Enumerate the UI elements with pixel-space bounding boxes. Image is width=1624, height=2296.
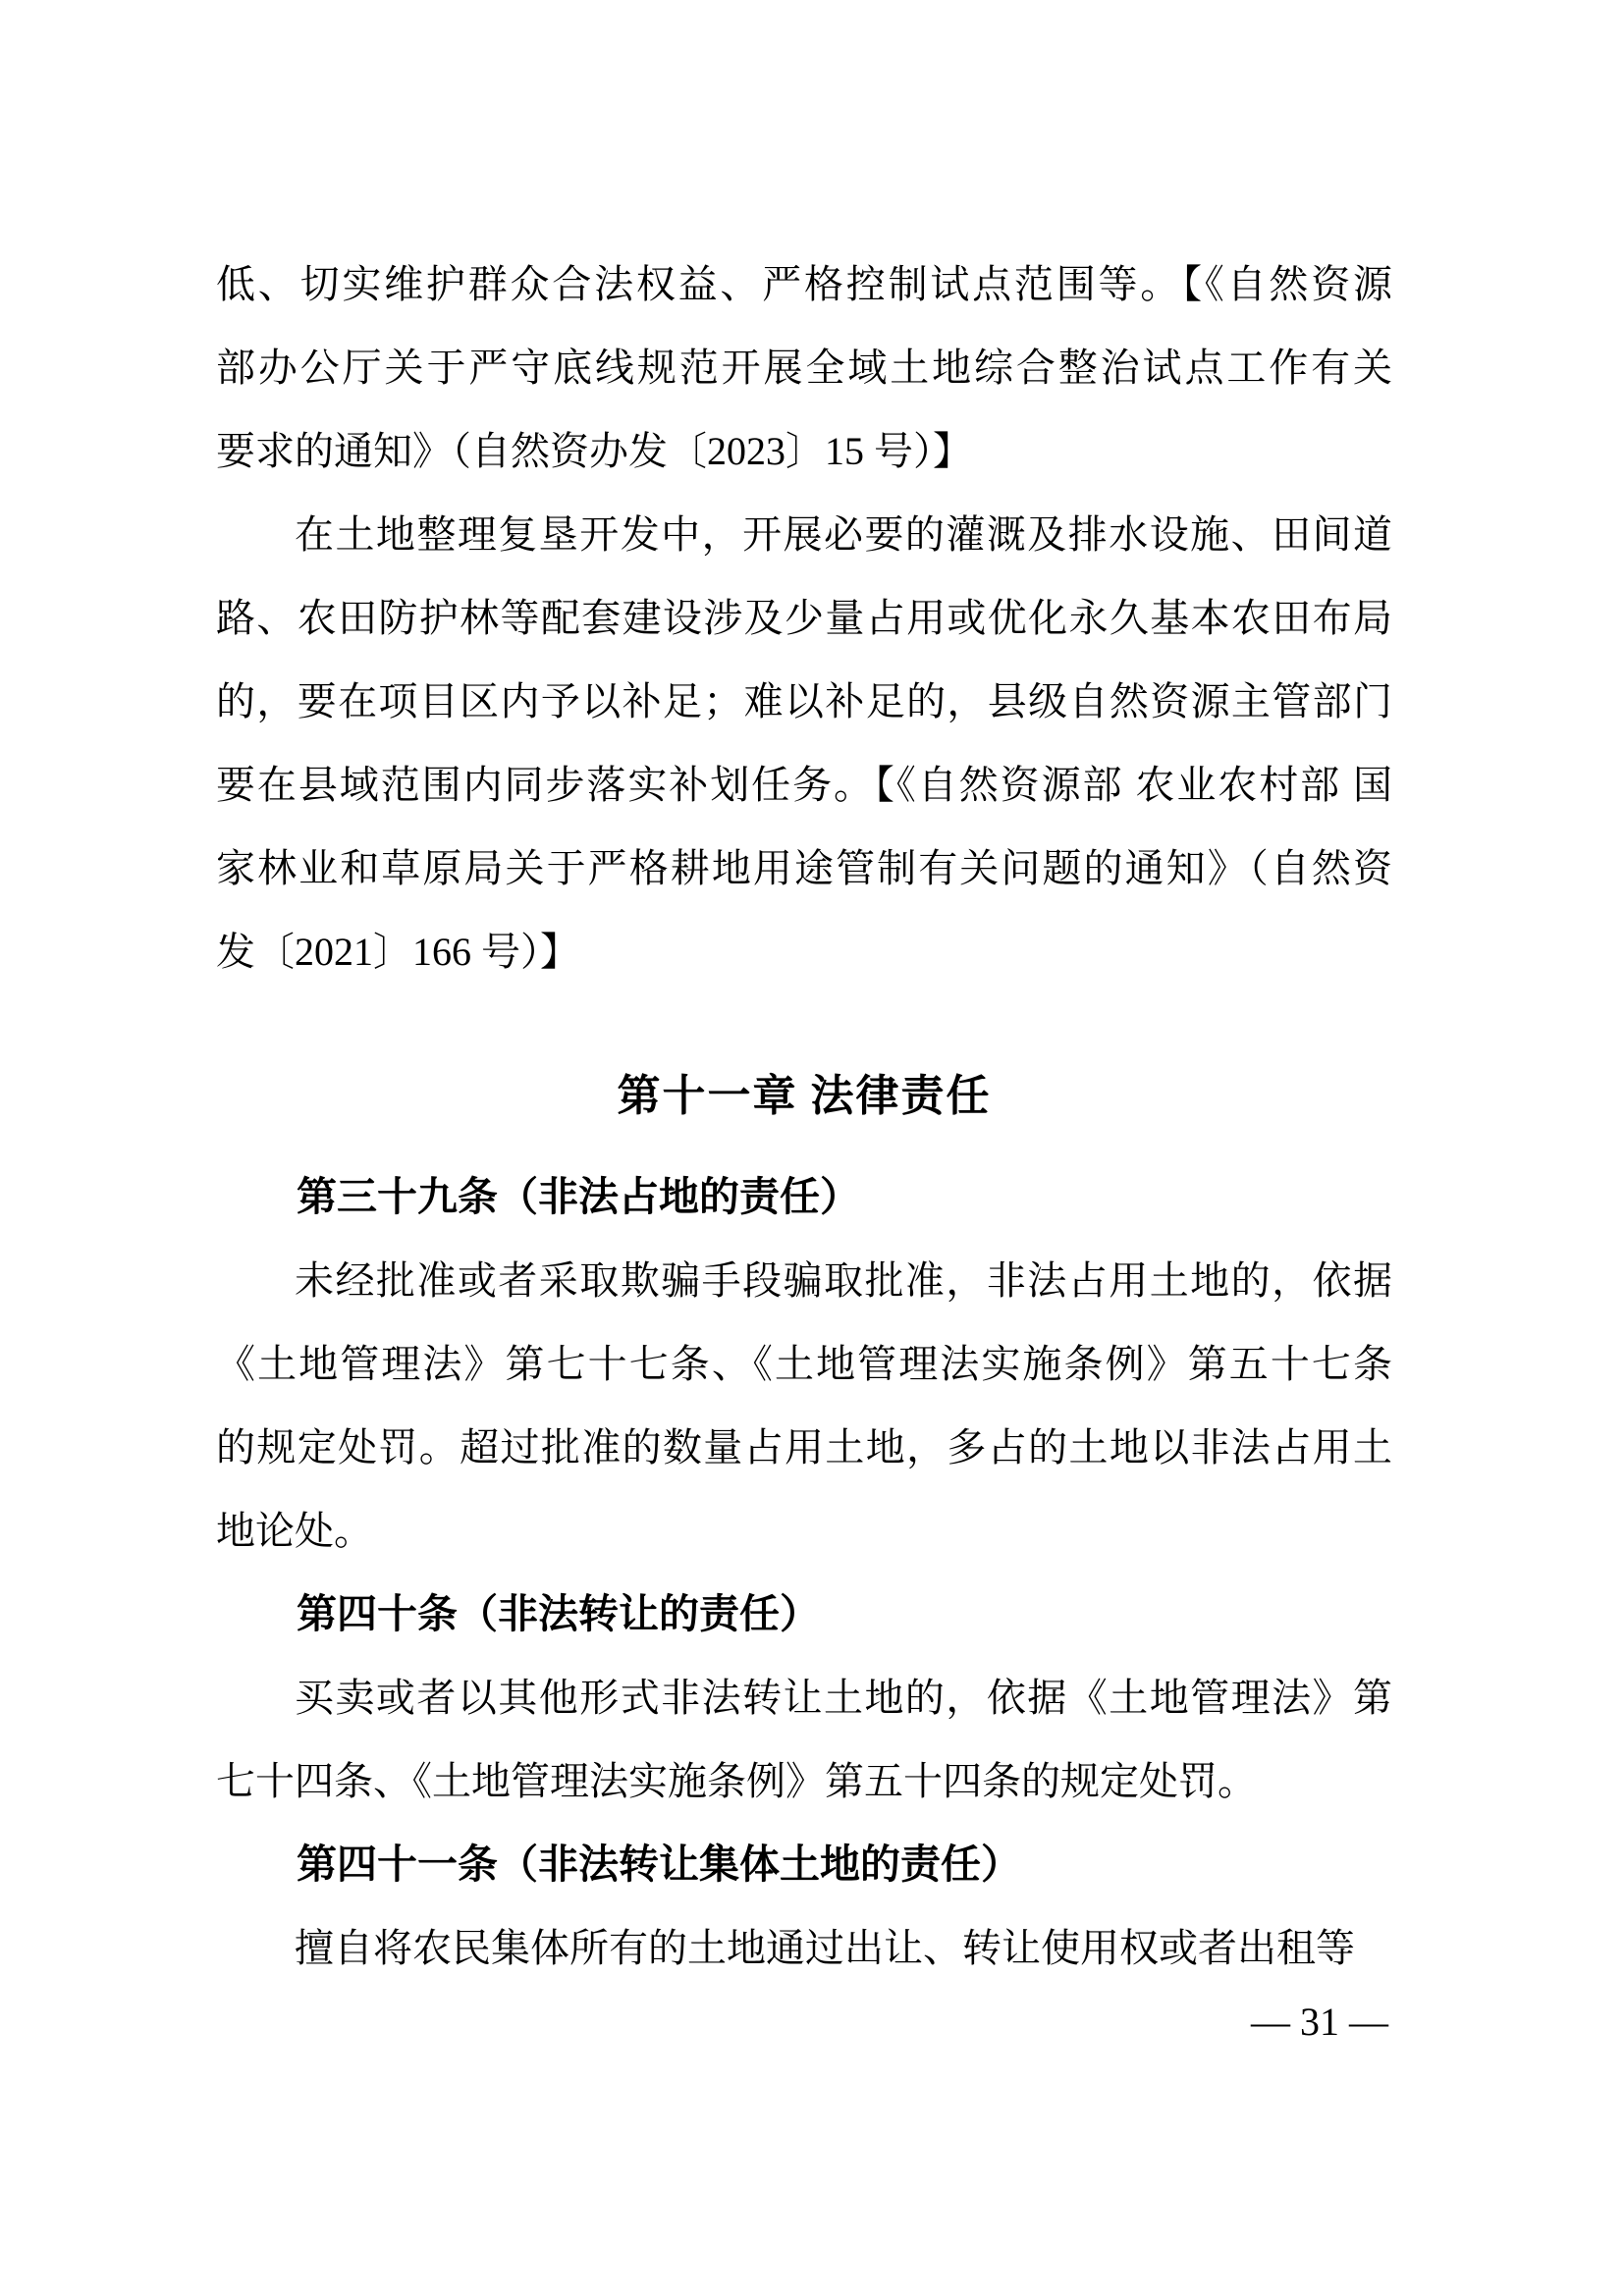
page-number: — 31 — bbox=[1251, 2000, 1388, 2044]
paragraph-line: 的规定处罚。超过批准的数量占用土地，多占的土地以非法占用土 bbox=[216, 1425, 1392, 1469]
paragraph-line: 要在县域范围内同步落实补划任务。【《自然资源部 农业农村部 国 bbox=[216, 763, 1392, 807]
document-content bbox=[216, 242, 1392, 1990]
paragraph-line: 路、农田防护林等配套建设涉及少量占用或优化永久基本农田布局 bbox=[216, 596, 1392, 640]
paragraph-line: 在土地整理复垦开发中，开展必要的灌溉及排水设施、田间道 bbox=[295, 512, 1392, 557]
article-39-heading: 第三十九条（非法占地的责任） bbox=[297, 1174, 860, 1219]
article-40-heading: 第四十条（非法转让的责任） bbox=[297, 1591, 820, 1636]
chapter-heading: 第十一章 法律责任 bbox=[617, 1072, 992, 1120]
paragraph-line: 部办公厅关于严守底线规范开展全域土地综合整治试点工作有关 bbox=[216, 346, 1392, 390]
paragraph-line: 发〔2021〕166 号）】 bbox=[216, 930, 579, 974]
paragraph-line: 买卖或者以其他形式非法转让土地的，依据《土地管理法》第 bbox=[295, 1676, 1392, 1720]
paragraph-line: 擅自将农民集体所有的土地通过出让、转让使用权或者出租等 bbox=[295, 1926, 1355, 1970]
paragraph-line: 《土地管理法》第七十七条、《土地管理法实施条例》第五十七条 bbox=[216, 1342, 1392, 1386]
paragraph-line: 的，要在项目区内予以补足；难以补足的，县级自然资源主管部门 bbox=[216, 679, 1392, 723]
paragraph-line: 地论处。 bbox=[216, 1509, 373, 1553]
paragraph-line: 要求的通知》（自然资办发〔2023〕15 号）】 bbox=[216, 429, 972, 473]
article-41-heading: 第四十一条（非法转让集体土地的责任） bbox=[297, 1842, 1021, 1887]
paragraph-line: 家林业和草原局关于严格耕地用途管制有关问题的通知》（自然资 bbox=[216, 846, 1392, 890]
paragraph-line: 未经批准或者采取欺骗手段骗取批准，非法占用土地的，依据 bbox=[295, 1258, 1392, 1303]
paragraph-line: 低、切实维护群众合法权益、严格控制试点范围等。【《自然资源 bbox=[216, 262, 1392, 306]
paragraph-line: 七十四条、《土地管理法实施条例》第五十四条的规定处罚。 bbox=[216, 1759, 1257, 1803]
